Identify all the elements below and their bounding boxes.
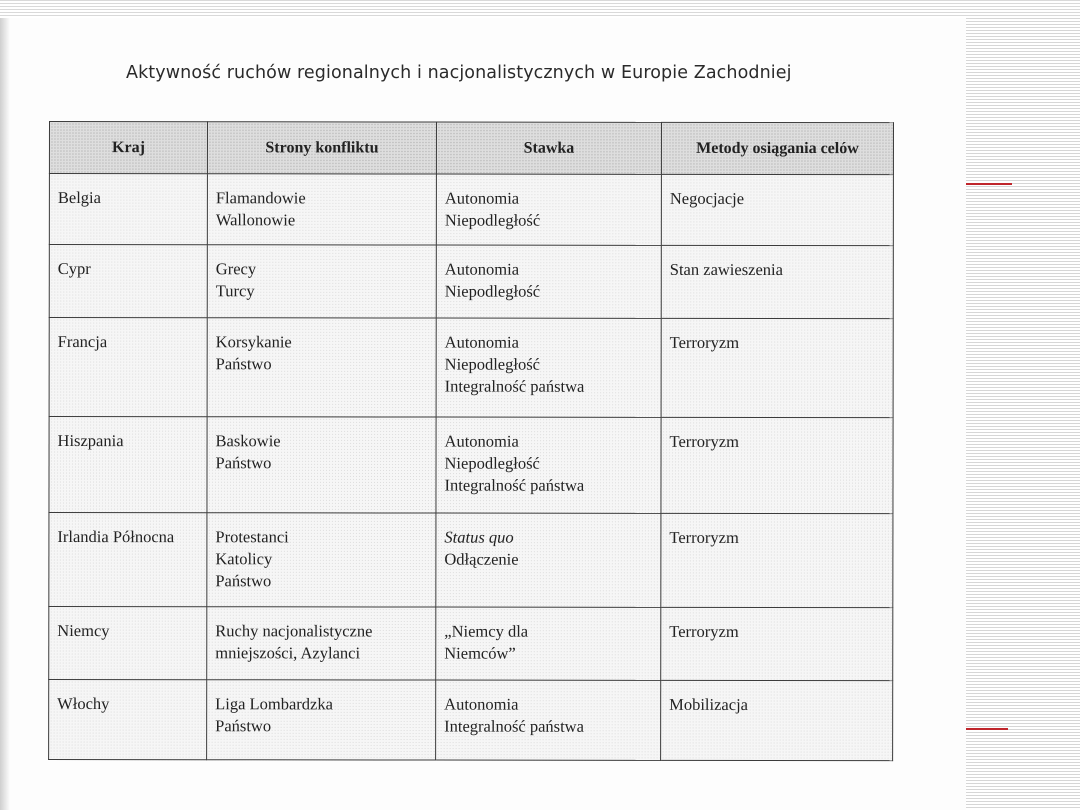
cell-stawka — [436, 318, 661, 417]
cell-text: Terroryzm — [669, 621, 739, 641]
cell-text: Katolicy — [215, 549, 273, 569]
cell-text: Negocjacje — [669, 188, 745, 208]
column-header-stawka: Stawka — [436, 122, 661, 174]
cell-stawka — [436, 607, 661, 680]
cell-text: Niepodległość — [444, 453, 540, 473]
column-header-kraj: Kraj — [49, 122, 207, 174]
cell-text: Terroryzm — [669, 527, 739, 547]
red-accent-line-top — [966, 183, 1012, 185]
table-title: Aktywność ruchów regionalnych i nacjonalistycznych w Europie Zachodniej — [126, 63, 792, 83]
cell-text: Odłączenie — [444, 549, 519, 569]
cell-text: mniejszości, Azylanci — [215, 643, 361, 663]
cell-strony — [207, 607, 436, 680]
cell-kraj — [49, 607, 207, 680]
cell-text: Niepodległość — [444, 354, 540, 374]
cell-metody — [661, 607, 893, 680]
cell-strony — [207, 417, 436, 513]
cell-text: Francja — [57, 332, 108, 352]
table-row — [49, 513, 893, 608]
cell-text: Korsykanie — [215, 332, 292, 352]
right-stripe-panel — [966, 18, 1080, 810]
conflicts-table — [48, 121, 894, 761]
table-row — [49, 417, 893, 514]
cell-text: Niemcy — [57, 621, 110, 641]
table-row — [49, 245, 893, 319]
cell-text: Włochy — [57, 694, 110, 714]
cell-strony — [207, 513, 436, 607]
cell-metody — [661, 318, 893, 417]
cell-stawka — [436, 245, 661, 318]
cell-text: Niepodległość — [444, 281, 541, 301]
cell-text: Autonomia — [444, 188, 520, 208]
cell-text: Hiszpania — [57, 431, 124, 451]
top-stripe-band — [0, 0, 1080, 18]
cell-kraj — [49, 417, 207, 513]
cell-text: Grecy — [215, 259, 257, 279]
cell-strony — [207, 680, 436, 760]
cell-metody — [661, 245, 893, 318]
table-row — [49, 680, 893, 761]
cell-kraj — [49, 680, 207, 760]
cell-metody — [661, 174, 893, 245]
cell-stawka — [436, 513, 661, 607]
cell-kraj — [49, 318, 207, 417]
cell-kraj — [49, 513, 207, 607]
cell-text: Integralność państwa — [444, 716, 584, 736]
cell-text: Niepodległość — [444, 210, 541, 230]
cell-metody — [661, 417, 893, 513]
cell-text: Państwo — [215, 354, 272, 374]
cell-text: Turcy — [215, 281, 255, 301]
cell-text: Liga Lombardzka — [215, 694, 333, 714]
cell-text: Ruchy nacjonalistyczne — [215, 621, 373, 641]
cell-text: Stan zawieszenia — [669, 259, 783, 280]
cell-text: Flamandowie — [215, 188, 306, 208]
cell-text: Baskowie — [215, 431, 281, 451]
cell-text: Irlandia Północna — [57, 527, 175, 547]
cell-text: Państwo — [215, 571, 272, 591]
cell-text: „Niemcy dla — [444, 621, 529, 641]
cell-text: Autonomia — [444, 694, 519, 714]
table-row — [49, 318, 893, 418]
column-header-strony-konfliktu: Strony konfliktu — [207, 122, 436, 174]
cell-text: Belgia — [57, 188, 101, 208]
cell-kraj — [49, 174, 207, 245]
cell-metody — [661, 513, 893, 607]
cell-text: Protestanci — [215, 527, 289, 547]
cell-text: Autonomia — [444, 259, 520, 279]
cell-text: Autonomia — [444, 431, 519, 451]
cell-text: Państwo — [215, 716, 272, 736]
page-edge-shadow — [0, 18, 10, 810]
cell-text: Mobilizacja — [669, 694, 749, 714]
cell-strony — [207, 318, 436, 417]
table-row — [49, 607, 893, 681]
table-row — [49, 174, 893, 246]
cell-stawka — [436, 417, 661, 513]
cell-metody — [661, 680, 893, 760]
cell-text: Integralność państwa — [444, 376, 585, 396]
cell-text: Państwo — [215, 453, 272, 473]
red-accent-line-bottom — [966, 728, 1008, 730]
cell-text-italic: Status quo — [444, 527, 514, 547]
cell-kraj — [49, 245, 207, 318]
cell-text: Cypr — [57, 259, 91, 279]
cell-strony — [207, 174, 436, 245]
header-row — [49, 122, 893, 175]
column-header-metody: Metody osiągania celów — [661, 122, 893, 174]
cell-text: Integralność państwa — [444, 475, 585, 495]
cell-text: Terroryzm — [669, 332, 740, 352]
cell-text: Autonomia — [444, 332, 519, 352]
cell-text: Wallonowie — [215, 210, 296, 230]
cell-stawka — [436, 680, 661, 760]
cell-text: Terroryzm — [669, 431, 739, 451]
table-container — [48, 121, 893, 760]
cell-strony — [207, 245, 436, 318]
cell-text: Niemców” — [444, 643, 516, 663]
cell-stawka — [436, 174, 661, 245]
